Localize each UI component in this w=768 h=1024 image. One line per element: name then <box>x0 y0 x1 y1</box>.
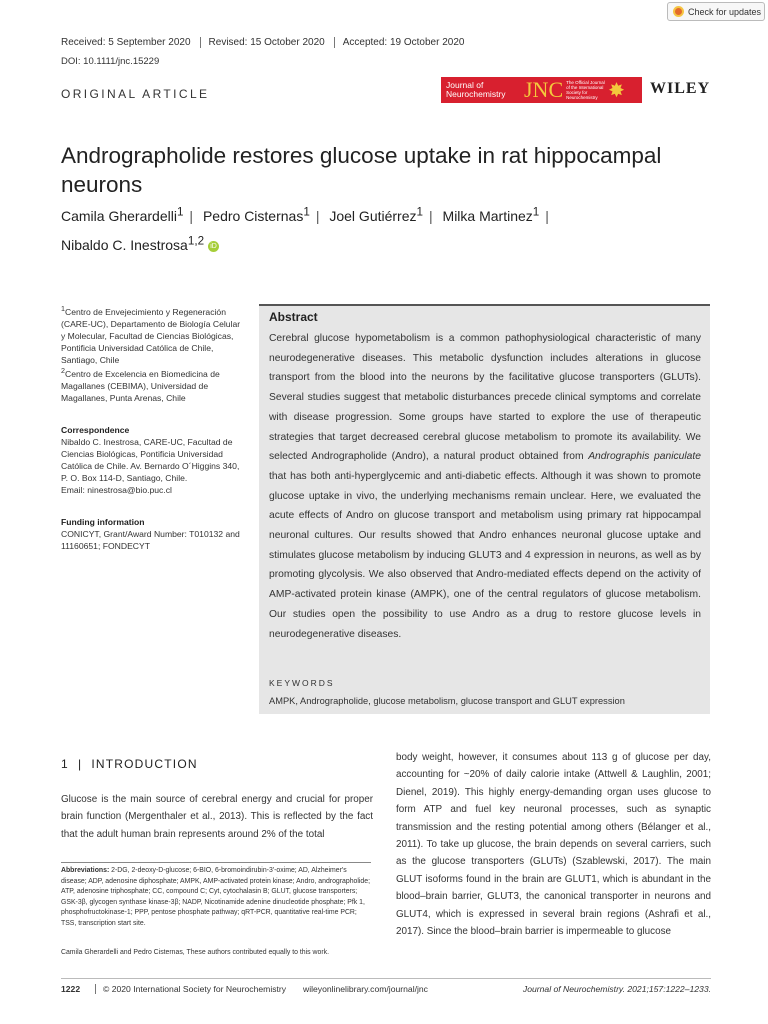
keywords: AMPK, Andrographolide, glucose metabolism, glucose transport and GLUT expression <box>269 696 625 706</box>
keywords-heading: KEYWORDS <box>269 678 335 688</box>
intro-left-column: Glucose is the main source of cerebral energy and crucial for proper brain function (Mergenthaler et al., 2013). This is reflected by the fact that the adult human brain represents around 2% of the total <box>61 794 373 840</box>
update-icon <box>673 6 684 17</box>
contribution-note: Camila Gherardelli and Pedro Cisternas, These authors contributed equally to this work. <box>61 949 329 956</box>
check-for-updates-button[interactable] <box>667 2 765 21</box>
affiliation-1: $^1$Centro de Envejecimiento y Regeneración (CARE-UC), Departamento de Biología Celular y Molecular, Facultad de Ciencias Biológicas, Pontificia Universidad Católica de Chile, Santiago, Chile <box>61 305 241 365</box>
abstract-box <box>259 304 710 714</box>
funding: Funding information CONICYT, Grant/Award Number: T010132 and 11160651; FONDECYT <box>61 517 240 551</box>
journal-banner <box>441 77 642 103</box>
page-number: 1222 <box>61 984 81 994</box>
orcid-icon[interactable]: iD <box>208 241 219 252</box>
article-dates <box>61 37 473 48</box>
publisher-logo: WILEY <box>650 80 711 97</box>
correspondence: Correspondence Nibaldo C. Inestrosa, CARE-UC, Facultad de Ciencias Biológicas, Pontificia Universidad Católica de Chile. Av. Bernardo O´Higgins 340, P. O. Box 114-D, Santiago, Chile. Email: ninestrosa@bio.puc.cl <box>61 425 240 495</box>
affiliation-2: $^2$Centro de Excelencia en Biomedicina de Magallanes (CEBIMA), Universidad de Magallanes, Punta Arenas, Chile <box>61 367 220 403</box>
author[interactable]: Camila Gherardelli$^1$ <box>61 205 184 224</box>
journal-abbr: JNC <box>524 77 564 102</box>
section-heading-introduction: 1 | INTRODUCTION <box>61 757 198 771</box>
star-logo-icon: ✸ <box>608 79 625 102</box>
received-date: Received: 5 September 2020 <box>61 37 191 48</box>
abstract-text: Cerebral glucose hypometabolism is a common pathophysiological characteristic of many neurodegenerative diseases. This metabolic dysfunction includes alterations in glucose transport from the blood into the neurons by the facilitative glucose transporters (GLUTs). Several studies suggest that metabolic disturbances precede clinical symptoms and correlate with disease progression. Some groups have started to explore the use of therapeutic strategies that target decreased cerebral glucose metabolism to promote its availability. We selected Andrographolide (Andro), a natural product obtained from Andrographis paniculate that has both anti-hyperglycemic and anti-diabetic effects. Although it was shown to promote glucose uptake in vivo, the underlying mechanisms remain unclear. Here, we evaluated the acute effects of Andro on glucose transport and metabolism using primary rat hippocampal neuronal cultures. Our results showed that Andro enhances neuronal glucose uptake and stimulates glucose metabolism by inducing GLUT3 and 4 expression in neurons, as well as by promoting glycolysis. We also observed that Andro-mediated effects depend on the activity of AMP-activated protein kinase (AMPK), one of the central regulators of glucose metabolism. Our studies open the possibility to use Andro as a drug to restore glucose levels in neurodegenerative diseases. <box>269 333 702 640</box>
author[interactable]: Pedro Cisternas$^1$ <box>202 205 310 224</box>
author[interactable]: Milka Martinez$^1$ <box>442 205 540 224</box>
journal-name: Journal of Neurochemistry <box>446 80 506 99</box>
abbreviations-footnote: Abbreviations: 2-DG, 2-deoxy-D-glucose; 6-BIO, 6-bromoindirubin-3'-oxime; AD, Alzheimer's disease; ADP, adenosine diphosphate; AMPK, AMP-activated protein kinase; Andro, andrographolide; ATP, adenosine triphosphate; CC, compound C; Cyt, cytochalasin B; GLUT, glucose transporters; GSK-3β, glycogen synthase kinase-3β; NADP, Nicotinamide adenine dinucleotide phosphate; Pfk 1, phosphofructokinase-1; PPP, pentose phosphate pathway; qRT-PCR, quantitative real-time PCR; TSS, transcription start site. <box>61 862 371 930</box>
email-link[interactable]: Email: ninestrosa@bio.puc.cl <box>61 485 172 495</box>
author[interactable]: Nibaldo C. Inestrosa$^{1,2}$ <box>61 234 205 254</box>
doi[interactable]: DOI: 10.1111/jnc.15229 <box>61 56 160 67</box>
journal-tagline: The Official Journal of the International Society for Neurochemistry <box>566 80 605 100</box>
check-for-updates-label: Check for updates <box>688 6 762 17</box>
article-type: ORIGINAL ARTICLE <box>61 87 210 101</box>
citation: Journal of Neurochemistry. 2021;157:1222–1233. <box>522 984 711 994</box>
paper-title: Andrographolide restores glucose uptake in rat hippocampal neurons <box>61 143 662 197</box>
revised-date: Revised: 15 October 2020 <box>200 37 334 48</box>
copyright: © 2020 International Society for Neurochemistry <box>95 984 303 994</box>
page-footer <box>61 978 711 994</box>
accepted-date: Accepted: 19 October 2020 <box>334 37 474 48</box>
journal-url[interactable]: wileyonlinelibrary.com/journal/jnc <box>303 984 428 994</box>
abstract-heading: Abstract <box>269 310 318 324</box>
author[interactable]: Joel Gutiérrez$^1$ <box>329 205 423 224</box>
author-list: Camila Gherardelli$^1$ | Pedro Cisternas$^1$ | Joel Gutiérrez$^1$ | Milka Martinez$^1$ | Nibaldo C. Inestrosa$^{1,2}$ iD <box>61 205 549 254</box>
intro-right-column: body weight, however, it consumes about 113 g of glucose per day, accounting for ~20% of daily calorie intake (Attwell & Laughlin, 2001; Dienel, 2019). This highly energy-demanding organ uses glucose to form ATP and fuel key neuronal processes, such as synaptic transmission and the resting potential among others (Bélanger et al., 2011). To take up glucose, the brain depends on several carriers, such as the glucose transporters (GLUTs) (Szablewski, 2017). The main GLUT isoforms found in the brain are GLUT1, which is abundant in the blood–brain barrier, GLUT3, the canonical transporter in neurons and GLUT4, which is expressed in several brain regions (Ashrafi et al., 2017). Since the blood–brain barrier is impermeable to glucose <box>396 752 711 938</box>
